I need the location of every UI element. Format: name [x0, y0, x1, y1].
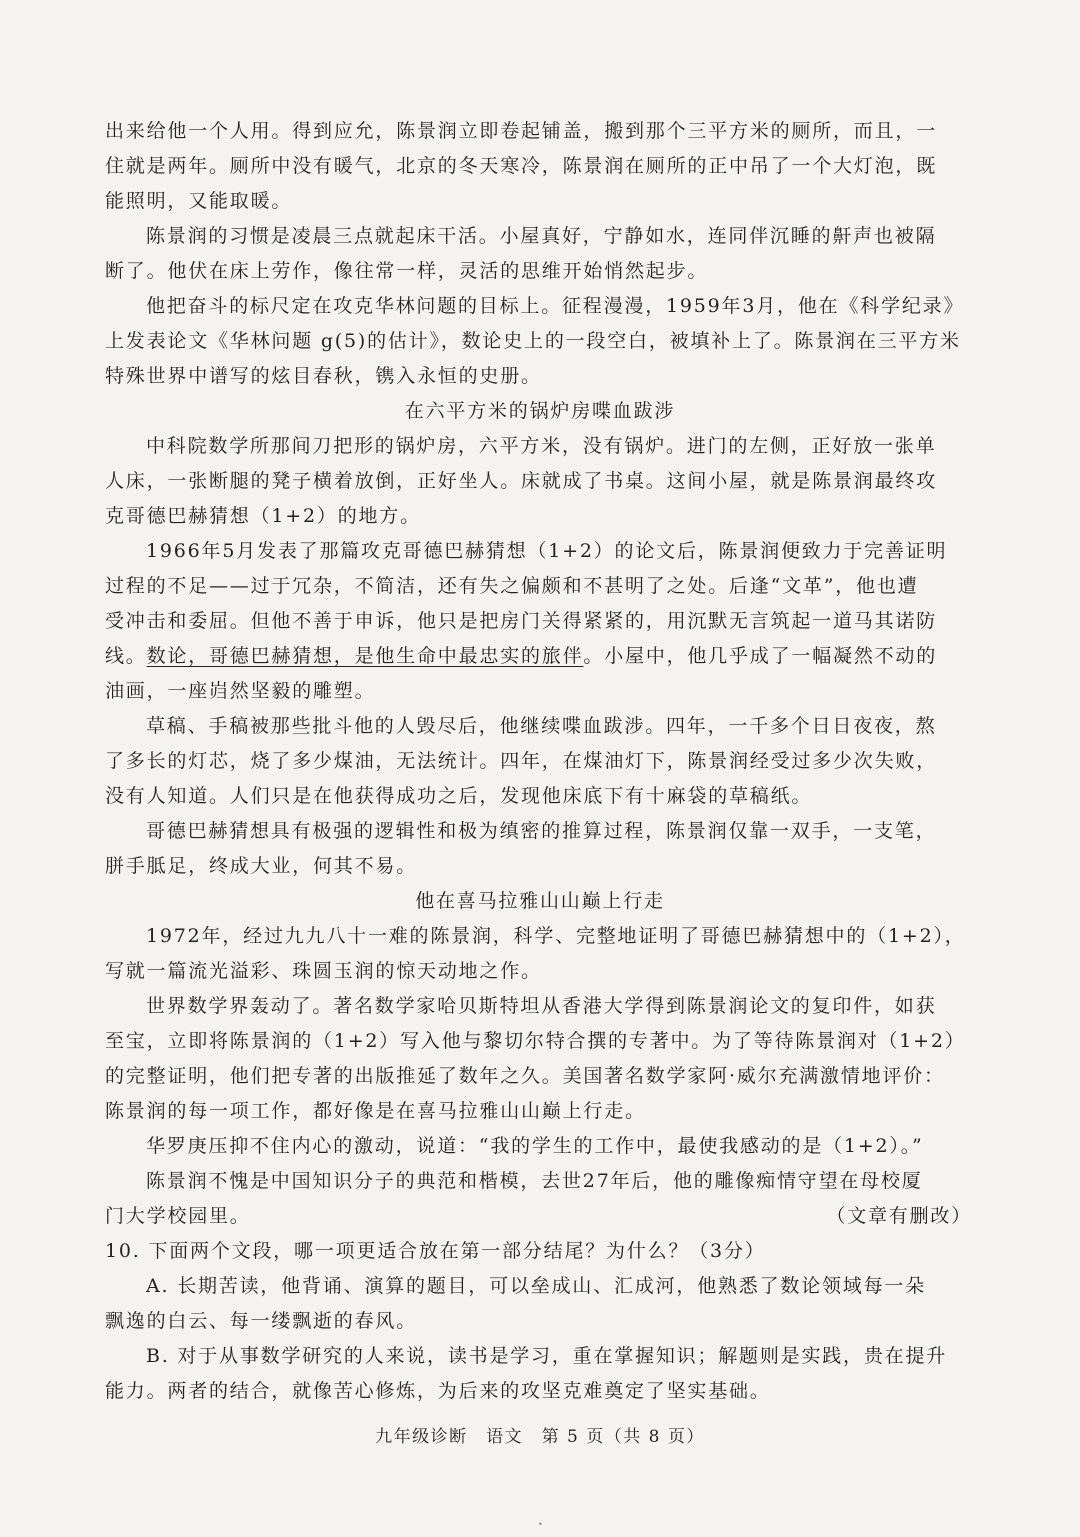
line-text: 线。 [105, 645, 147, 667]
paragraph-line: 他把奋斗的标尺定在攻克华林问题的目标上。征程漫漫，1959年3月，他在《科学纪录》 [146, 295, 965, 317]
option-b: B. 对于从事数学研究的人来说，读书是学习，重在掌握知识；解题则是实践，贵在提升 [146, 1345, 948, 1367]
section-heading: 他在喜马拉雅山山巅上行走 [415, 890, 665, 912]
paragraph-line: 写就一篇流光溢彩、珠圆玉润的惊天动地之作。 [105, 960, 542, 982]
paragraph-line: 受冲击和委屈。但他不善于申诉，他只是把房门关得紧紧的，用沉默无言筑起一道马其诺防 [105, 610, 938, 632]
option-b-cont: 能力。两者的结合，就像苦心修炼，为后来的攻坚克难奠定了坚实基础。 [105, 1380, 771, 1402]
page-footer: 九年级诊断 语文 第 5 页（共 8 页） [375, 1427, 705, 1447]
paragraph-line: 陈景润不愧是中国知识分子的典范和楷模，去世27年后，他的雕像痴情守望在母校厦 [146, 1170, 923, 1192]
paragraph-line: 世界数学界轰动了。著名数学家哈贝斯特坦从香港大学得到陈景润论文的复印件，如获 [146, 995, 937, 1017]
section-heading: 在六平方米的锅炉房喋血跋涉 [404, 400, 676, 422]
paragraph-line: 草稿、手稿被那些批斗他的人毁尽后，他继续喋血跋涉。四年，一千多个日日夜夜，熬 [146, 715, 937, 737]
paragraph-line: 出来给他一个人用。得到应允，陈景润立即卷起铺盖，搬到那个三平方米的厕所，而且，一 [105, 120, 938, 142]
paragraph-line: 至宝，立即将陈景润的（1+2）写入他与黎切尔特合撰的专著中。为了等待陈景润对（1+2） [105, 1030, 966, 1052]
paragraph-line: 的完整证明，他们把专著的出版推延了数年之久。美国著名数学家阿·威尔充满激情地评价： [105, 1065, 945, 1087]
paragraph-line: 陈景润的每一项工作，都好像是在喜马拉雅山山巅上行走。 [105, 1100, 646, 1122]
scan-mark: • [538, 1520, 543, 1529]
question-stem: 10. 下面两个文段，哪一项更适合放在第一部分结尾？为什么？（3分） [105, 1240, 766, 1262]
paragraph-line: 特殊世界中谱写的炫目春秋，镌入永恒的史册。 [105, 365, 542, 387]
paragraph-line: 1966年5月发表了那篇攻克哥德巴赫猜想（1+2）的论文后，陈景润便致力于完善证明 [146, 540, 948, 562]
underlined-sentence: 数论，哥德巴赫猜想，是他生命中最忠实的旅伴 [146, 645, 584, 667]
paragraph-line: 1972年，经过九九八十一难的陈景润，科学、完整地证明了哥德巴赫猜想中的（1+2）， [146, 925, 966, 947]
paragraph-line: 过程的不足——过于冗杂，不简洁，还有失之偏颇和不甚明了之处。后逢“文革”，他也遭 [105, 575, 919, 597]
paragraph-line: 断了。他伏在床上劳作，像往常一样，灵活的思维开始悄然起步。 [105, 260, 709, 282]
paragraph-line: 了多长的灯芯，烧了多少煤油，无法统计。四年，在煤油灯下，陈景润经受过多少次失败， [105, 750, 938, 772]
paragraph-line: 胼手胝足，终成大业，何其不易。 [105, 855, 418, 877]
paragraph-line: 克哥德巴赫猜想（1+2）的地方。 [105, 505, 421, 527]
line-text: 。小屋中，他几乎成了一幅凝然不动的 [583, 645, 938, 667]
paragraph-line: 人床，一张断腿的凳子横着放倒，正好坐人。床就成了书桌。这间小屋，就是陈景润最终攻 [105, 470, 938, 492]
paragraph-line: 华罗庚压抑不住内心的激动，说道：“我的学生的工作中，最使我感动的是（1+2）。” [146, 1135, 924, 1157]
option-a-cont: 飘逸的白云、每一缕飘逝的春风。 [105, 1310, 418, 1332]
paragraph-line [105, 643, 1080, 669]
paragraph-line: 哥德巴赫猜想具有极强的逻辑性和极为缜密的推算过程，陈景润仅靠一双手，一支笔， [146, 820, 937, 842]
paragraph-line: 能照明，又能取暖。 [105, 190, 293, 212]
option-a: A. 长期苦读，他背诵、演算的题目，可以垒成山、汇成河，他熟悉了数论领域每一朵 [146, 1275, 927, 1297]
paragraph-line: 没有人知道。人们只是在他获得成功之后，发现他床底下有十麻袋的草稿纸。 [105, 785, 813, 807]
paragraph-line: 住就是两年。厕所中没有暖气，北京的冬天寒冷，陈景润在厕所的正中吊了一个大灯泡，既 [105, 155, 938, 177]
paragraph-line: 中科院数学所那间刀把形的锅炉房，六平方米，没有锅炉。进门的左侧，正好放一张单 [146, 435, 937, 457]
source-note: （文章有删改） [826, 1205, 972, 1227]
paragraph-line: 油画，一座岿然坚毅的雕塑。 [105, 680, 376, 702]
paragraph-line: 上发表论文《华林问题 g(5)的估计》，数论史上的一段空白，被填补上了。陈景润在三平方米 [105, 330, 961, 352]
paragraph-line: 陈景润的习惯是凌晨三点就起床干活。小屋真好，宁静如水，连同伴沉睡的鼾声也被隔 [146, 225, 937, 247]
paragraph-line: 门大学校园里。 [105, 1205, 251, 1227]
